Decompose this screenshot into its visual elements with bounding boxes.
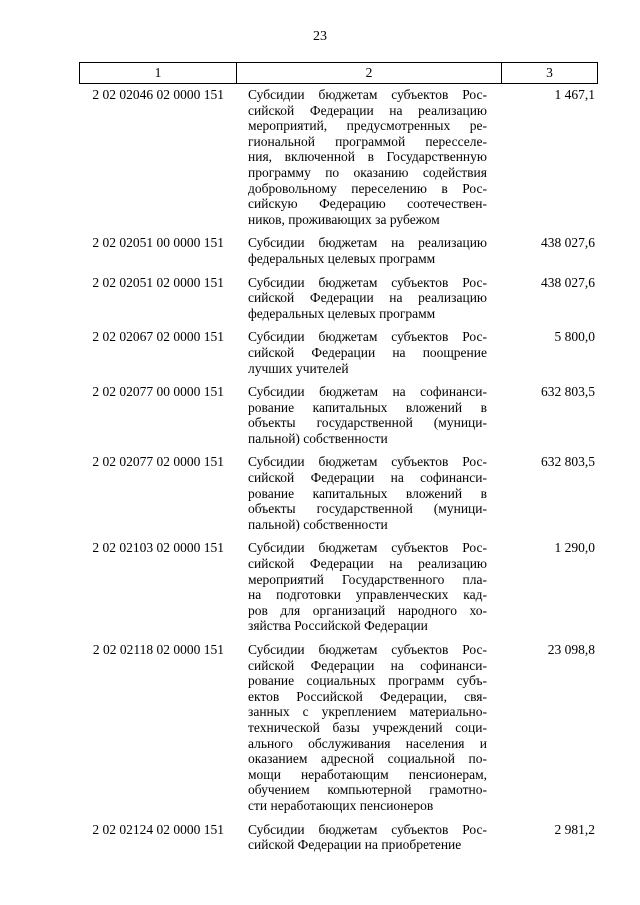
description-line: оказанием адресной социальной по- xyxy=(248,751,487,767)
description-line: сийской Федерации на поощрение xyxy=(248,344,487,360)
budget-code: 2 02 02124 02 0000 151 xyxy=(92,821,224,837)
description-line: Субсидии бюджетам субъектов Рос- xyxy=(248,642,487,657)
amount: 1 290,0 xyxy=(554,540,595,556)
header-col-2: 2 xyxy=(237,63,502,83)
description-line: ектов Российской Федерации, свя- xyxy=(248,688,487,704)
description-line: рование капитальных вложений в xyxy=(248,399,487,415)
table-row xyxy=(79,329,598,376)
description xyxy=(248,822,487,853)
description-line: рование капитальных вложений в xyxy=(248,485,487,501)
description-line: сийской Федерации на реализацию xyxy=(248,102,487,118)
description-line: федеральных целевых программ xyxy=(248,250,436,266)
description-line: ров для организаций народного хо- xyxy=(248,602,487,618)
description-line: сийской Федерации на реализацию xyxy=(248,290,487,306)
description-line: федеральных целевых программ xyxy=(248,305,436,321)
budget-code: 2 02 02103 02 0000 151 xyxy=(92,540,224,556)
budget-code: 2 02 02067 02 0000 151 xyxy=(92,329,224,345)
description-line: сийскую Федерацию соотечествен- xyxy=(248,196,487,212)
page-number: 23 xyxy=(313,29,327,44)
description xyxy=(248,235,487,266)
description-line: ников, проживающих за рубежом xyxy=(248,211,440,227)
budget-code: 2 02 02077 02 0000 151 xyxy=(92,454,224,470)
amount: 5 800,0 xyxy=(554,329,595,345)
description-line: технической базы учреждений соци- xyxy=(248,719,487,735)
header-col-3: 3 xyxy=(546,65,553,80)
description-line: сийской Федерации на приобретение xyxy=(248,837,462,853)
description-line: пальной) собственности xyxy=(248,516,388,532)
description-line: добровольному переселению в Рос- xyxy=(248,180,487,196)
description xyxy=(248,329,487,376)
description xyxy=(248,642,487,814)
description-line: сийской Федерации на софинанси- xyxy=(248,470,487,486)
amount: 2 981,2 xyxy=(554,821,595,837)
budget-code: 2 02 02046 02 0000 151 xyxy=(92,87,224,102)
description-line: объекты государственной (муници- xyxy=(248,415,487,431)
table-header xyxy=(79,62,598,84)
description-line: Субсидии бюджетам субъектов Рос- xyxy=(248,87,487,102)
description-line: рование социальных программ субъ- xyxy=(248,673,487,689)
description-line: зяйства Российской Федерации xyxy=(248,618,428,634)
amount: 438 027,6 xyxy=(541,274,595,290)
budget-code: 2 02 02051 02 0000 151 xyxy=(92,274,224,290)
description-line: мероприятий, предусмотренных ре- xyxy=(248,118,487,134)
description xyxy=(248,454,487,532)
description-line: Субсидии бюджетам на софинанси- xyxy=(248,384,487,400)
description-line: Субсидии бюджетам субъектов Рос- xyxy=(248,274,487,290)
description-line: гиональной программой пересселе- xyxy=(248,133,487,149)
table-row xyxy=(79,822,598,853)
description-line: сийской Федерации на софинанси- xyxy=(248,657,487,673)
description-line: ального обслуживания населения и xyxy=(248,735,487,751)
description-line: обучением компьютерной грамотно- xyxy=(248,782,487,798)
description-line: Субсидии бюджетам субъектов Рос- xyxy=(248,454,487,470)
budget-code: 2 02 02051 00 0000 151 xyxy=(92,235,224,251)
description-line: ния, включенной в Государственную xyxy=(248,149,487,165)
header-col-1: 1 xyxy=(80,63,237,83)
description-line: лучших учителей xyxy=(248,360,349,376)
table-row xyxy=(79,540,598,634)
budget-code: 2 02 02077 00 0000 151 xyxy=(92,384,224,400)
table-row xyxy=(79,642,598,814)
description-line: сийской Федерации на реализацию xyxy=(248,556,487,572)
description-line: программу по оказанию содействия xyxy=(248,164,487,180)
description-line: объекты государственной (муници- xyxy=(248,501,487,517)
table-row xyxy=(79,454,598,532)
budget-code: 2 02 02118 02 0000 151 xyxy=(92,642,224,657)
description-line: мощи неработающим пенсионерам, xyxy=(248,766,487,782)
table-row xyxy=(79,235,598,266)
table-row xyxy=(79,384,598,446)
description-line: Субсидии бюджетам на реализацию xyxy=(248,235,487,251)
description xyxy=(248,384,487,446)
amount: 632 803,5 xyxy=(541,454,595,470)
amount: 632 803,5 xyxy=(541,384,595,400)
table-row xyxy=(79,87,598,227)
description-line: Субсидии бюджетам субъектов Рос- xyxy=(248,329,487,345)
description-line: занных с укреплением материально- xyxy=(248,704,487,720)
description xyxy=(248,540,487,634)
description-line: пальной) собственности xyxy=(248,430,388,446)
description xyxy=(248,275,487,322)
amount: 23 098,8 xyxy=(547,642,595,657)
description xyxy=(248,87,487,227)
amount: 438 027,6 xyxy=(541,235,595,251)
amount: 1 467,1 xyxy=(554,87,595,102)
description-line: на подготовки управленческих кад- xyxy=(248,587,487,603)
table-body xyxy=(79,87,598,861)
description-line: Субсидии бюджетам субъектов Рос- xyxy=(248,540,487,556)
description-line: Субсидии бюджетам субъектов Рос- xyxy=(248,821,487,837)
description-line: сти неработающих пенсионеров xyxy=(248,797,434,813)
description-line: мероприятий Государственного пла- xyxy=(248,571,487,587)
table-row xyxy=(79,275,598,322)
